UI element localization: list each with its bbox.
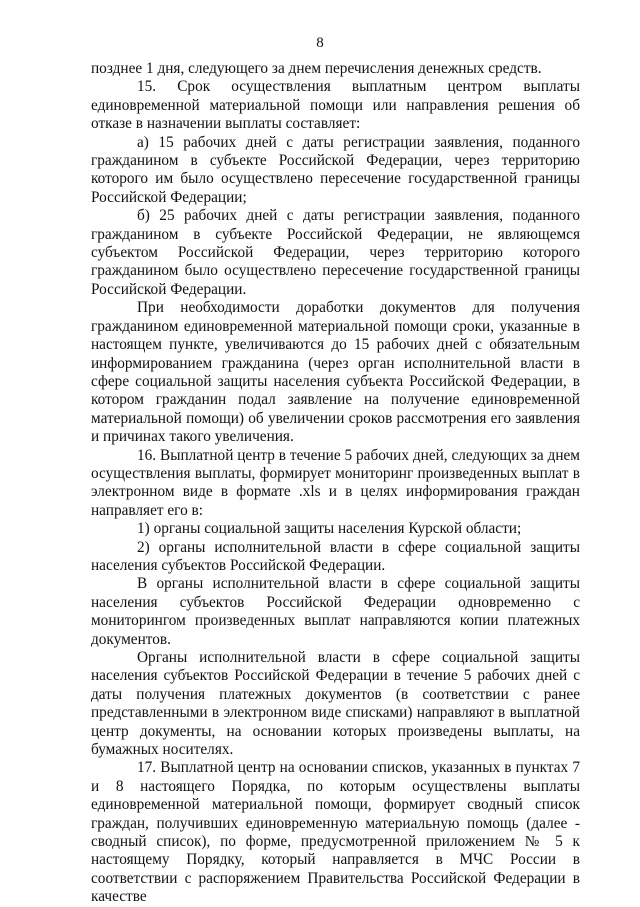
document-body [91, 60, 580, 907]
paragraph-documents-return: Органы исполнительной власти в сфере социальной защиты населения субъектов Российской Федерации в течение 5 рабочих дней с даты получения платежных документов (в соответствии с ранее представленными в электронном виде списками) направляют в выплатной центр документы, на основании которых произведены выплаты, на бумажных носителях. [91, 649, 580, 759]
paragraph-item-16: 16. Выплатной центр в течение 5 рабочих дней, следующих за днем осуществления выплаты, формирует мониторинг произведенных выплат в электронном виде в формате .xls и в целях информирования граждан направляет его в: [91, 446, 580, 519]
paragraph-subitem-a: а) 15 рабочих дней с даты регистрации заявления, поданного гражданином в субъекте Российской Федерации, через территорию которого им было осуществлено пересечение государственной границы Российской Федерации; [91, 133, 580, 206]
paragraph-item-17: 17. Выплатной центр на основании списков, указанных в пунктах 7 и 8 настоящего Порядка, по которым осуществлены выплаты единовременной материальной помощи, формирует сводный список граждан, получивших единовременную материальную помощь (далее - сводный список), по форме, предусмотренной приложением № 5 к настоящему Порядку, который направляется в МЧС России в соответствии с распоряжением Правительства Российской Федерации в качестве [91, 759, 580, 906]
paragraph-continuation: позднее 1 дня, следующего за днем перечисления денежных средств. [91, 60, 542, 77]
paragraph-item-15: 15. Срок осуществления выплатным центром выплаты единовременной материальной помощи или направления решения об отказе в назначении выплаты составляет: [91, 78, 580, 133]
page-number: 8 [316, 35, 324, 51]
paragraph-subitem-b: б) 25 рабочих дней с даты регистрации заявления, поданного гражданином в субъекте Российской Федерации, не являющемся субъектом Российской Федерации, через территорию которого гражданином было осуществлено пересечение государственной границы Российской Федерации. [91, 207, 580, 298]
paragraph-payment-copies: В органы исполнительной власти в сфере социальной защиты населения субъектов Российской Федерации одновременно с мониторингом произведенных выплат направляются копии платежных документов. [91, 575, 580, 648]
paragraph-extension-note: При необходимости доработки документов для получения гражданином единовременной материальной помощи сроки, указанные в настоящем пункте, увеличиваются до 15 рабочих дней с обязательным информированием гражданина (через орган исполнительной власти в сфере социальной защиты населения субъекта Российской Федерации, в котором гражданин подал заявление на получение единовременной материальной помощи) об увеличении сроков рассмотрения его заявления и причинах такого увеличения. [91, 299, 580, 446]
paragraph-list-item-2: 2) органы исполнительной власти в сфере социальной защиты населения субъектов Российской Федерации. [91, 538, 580, 574]
paragraph-list-item-1: 1) органы социальной защиты населения Курской области; [137, 520, 522, 538]
